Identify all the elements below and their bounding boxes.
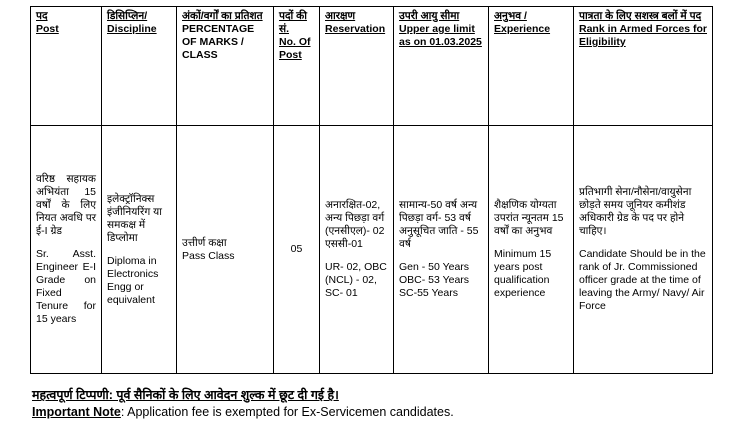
header-age-hindi: उपरी आयु सीमा <box>399 10 460 22</box>
header-rank <box>574 7 713 126</box>
marks-english: Pass Class <box>182 249 235 262</box>
rank-english: Candidate Should be in the rank of Jr. Commissioned officer grade at the time of leaving the Army/ Navy/ Air Force <box>579 248 706 312</box>
age-english-gen: Gen - 50 Years <box>399 261 470 273</box>
cell-discipline <box>102 126 177 374</box>
age-english-sc: SC-55 Years <box>399 287 458 299</box>
header-discipline-label: डिसिप्लिन/ Discipline <box>107 10 157 35</box>
note-english-label: Important Note <box>32 405 121 419</box>
cell-marks <box>177 126 274 374</box>
discipline-hindi: इलेक्ट्रॉनिक्स इंजीनियरिंग या समकक्ष में डिप्लोमा <box>107 192 162 244</box>
header-post <box>31 7 102 126</box>
reservation-hindi-obc: अन्य पिछड़ा वर्ग (एनसीएल)- 02 <box>325 212 385 237</box>
age-hindi: सामान्य-50 वर्ष अन्य पिछड़ा वर्ग- 53 वर्ष अनुसूचित जाति - 55 वर्ष <box>399 199 479 250</box>
posts-count: 05 <box>290 243 303 255</box>
important-note-english <box>32 404 454 420</box>
header-age-english: Upper age limit as on 01.03.2025 <box>399 23 482 48</box>
cell-age <box>394 126 489 374</box>
post-hindi: वरिष्ठ सहायक अभियंता 15 वर्षों के लिए नियत अवधि पर ई-I ग्रेड <box>36 173 96 237</box>
cell-post <box>31 126 102 374</box>
header-age <box>394 7 489 126</box>
marks-hindi: उत्तीर्ण कक्षा <box>182 236 227 249</box>
cell-experience <box>489 126 574 374</box>
reservation-hindi-sc: एससी-01 <box>325 238 363 250</box>
discipline-english: Diploma in Electronics Engg or equivalent <box>107 254 159 306</box>
header-experience <box>489 7 574 126</box>
eligibility-table <box>30 6 713 374</box>
header-marks <box>177 7 274 126</box>
header-post-hindi: पद <box>36 10 48 22</box>
cell-reservation <box>320 126 394 374</box>
header-reservation <box>320 7 394 126</box>
header-marks-english: PERCENTAGE OF MARKS / CLASS <box>182 23 255 61</box>
header-row <box>31 7 713 126</box>
header-posts-english: No. Of Post <box>279 36 311 61</box>
note-english-text: : Application fee is exempted for Ex-Servicemen candidates. <box>120 405 454 419</box>
header-discipline <box>102 7 177 126</box>
post-english: Sr. Asst. Engineer E-I Grade on Fixed Tenure for 15 years <box>36 248 96 325</box>
rank-hindi: प्रतिभागी सेना/नौसेना/वायुसेना छोड़ते समय जूनियर कमीशंड अधिकारी ग्रेड के पद पर होने चाहिए। <box>579 186 692 237</box>
experience-english: Minimum 15 years post qualification experience <box>494 248 552 299</box>
age-english-obc: OBC- 53 Years <box>399 274 470 286</box>
header-posts <box>274 7 320 126</box>
cell-rank <box>574 126 713 374</box>
header-rank-hindi: पात्रता के लिए सशस्त्र बलों में पद <box>579 10 702 22</box>
experience-hindi: शैक्षणिक योग्यता उपरांत न्यूनतम 15 वर्षों का अनुभव <box>494 199 564 237</box>
header-rank-english: Rank in Armed Forces for Eligibility <box>579 23 707 48</box>
reservation-english: UR- 02, OBC (NCL) - 02, SC- 01 <box>325 261 387 299</box>
reservation-hindi-ur: अनारक्षित-02, <box>325 199 381 211</box>
header-marks-hindi: अंकों/वर्गों का प्रतिशत <box>182 10 263 22</box>
cell-posts <box>274 126 320 374</box>
table-row <box>31 126 713 374</box>
note-hindi-text: महत्वपूर्ण टिप्पणी: पूर्व सैनिकों के लिए आवेदन शुल्क में छूट दी गई है। <box>32 388 339 402</box>
important-note-hindi <box>32 387 339 403</box>
header-posts-hindi: पदों की सं. <box>279 10 307 35</box>
header-reservation-label: आरक्षण Reservation <box>325 10 386 35</box>
header-post-english: Post <box>36 23 59 35</box>
header-experience-label: अनुभव / Experience <box>494 10 551 35</box>
